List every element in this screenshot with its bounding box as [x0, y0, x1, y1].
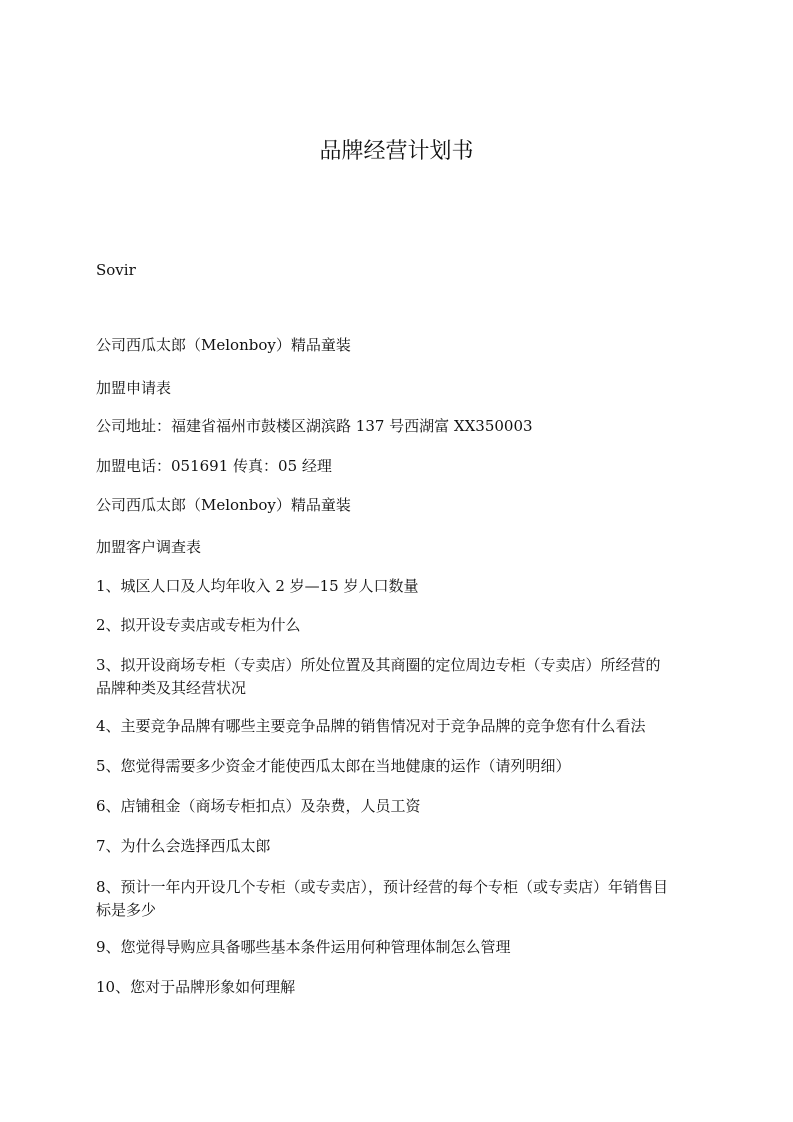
question-item: 2、拟开设专卖店或专柜为什么	[96, 616, 301, 634]
question-item: 4、主要竞争品牌有哪些主要竞争品牌的销售情况对于竞争品牌的竞争您有什么看法	[96, 717, 646, 735]
question-item: 6、店铺租金（商场专柜扣点）及杂费，人员工资	[96, 797, 421, 815]
form-heading: 加盟申请表	[96, 379, 172, 397]
question-item: 9、您觉得导购应具备哪些基本条件运用何种管理体制怎么管理	[96, 938, 511, 956]
author-line: Sovir	[96, 261, 136, 279]
question-item: 8、预计一年内开设几个专柜（或专卖店），预计经营的每个专柜（或专卖店）年销售目	[96, 878, 669, 896]
document-title: 品牌经营计划书	[319, 139, 474, 164]
address-line: 公司地址：福建省福州市鼓楼区湖滨路 137 号西湖富 XX350003	[96, 417, 533, 435]
question-item: 3、拟开设商场专柜（专卖店）所处位置及其商圈的定位周边专柜（专卖店）所经营的	[96, 656, 661, 674]
contact-line: 加盟电话：051691 传真：05 经理	[96, 457, 332, 475]
question-item-continued: 品牌种类及其经营状况	[96, 679, 247, 697]
survey-heading: 加盟客户调查表	[96, 538, 202, 556]
company-line: 公司西瓜太郎（Melonboy）精品童装	[96, 336, 351, 354]
question-item-continued: 标是多少	[96, 901, 157, 919]
question-item: 10、您对于品牌形象如何理解	[96, 978, 296, 996]
question-item: 5、您觉得需要多少资金才能使西瓜太郎在当地健康的运作（请列明细）	[96, 757, 571, 775]
question-item: 7、为什么会选择西瓜太郎	[96, 837, 271, 855]
company-line-2: 公司西瓜太郎（Melonboy）精品童装	[96, 496, 351, 514]
question-item: 1、城区人口及人均年收入 2 岁—15 岁人口数量	[96, 577, 419, 595]
